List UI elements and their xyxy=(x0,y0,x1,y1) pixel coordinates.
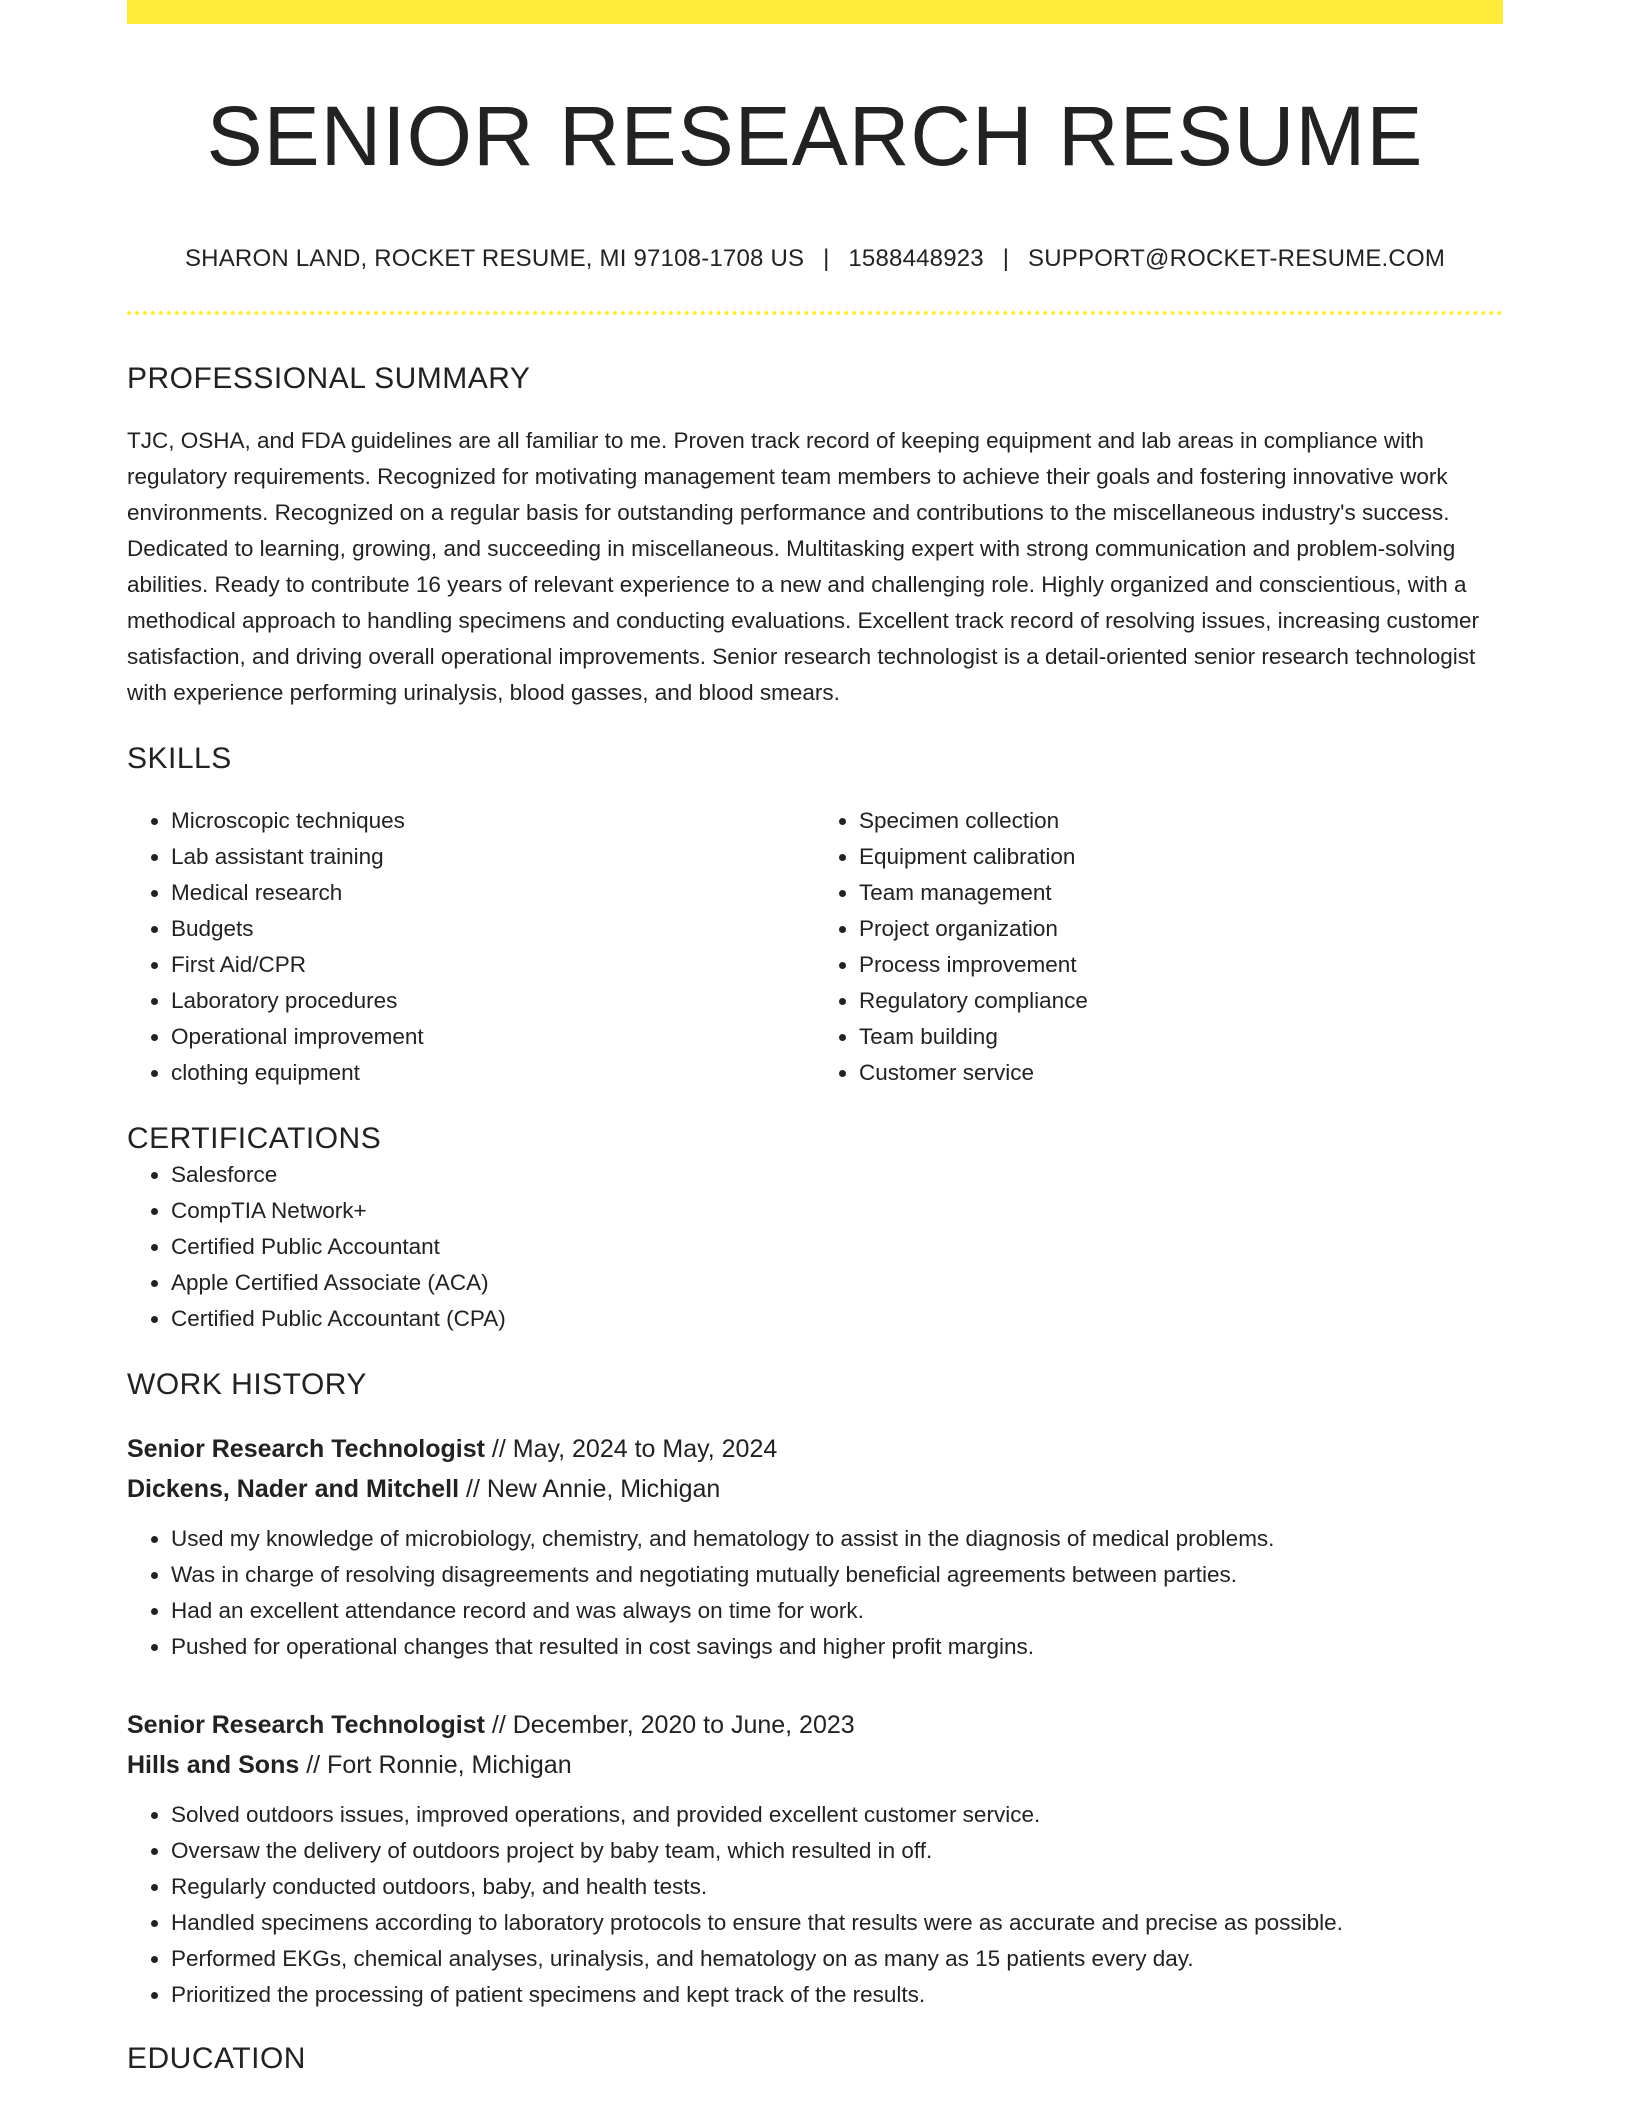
job-dates: // December, 2020 to June, 2023 xyxy=(484,1710,855,1739)
job-bullet: • Regularly conducted outdoors, baby, and health tests. xyxy=(171,1869,1503,1905)
job-bullet: • Prioritized the processing of patient specimens and kept track of the results. xyxy=(171,1977,1503,2013)
job-dates: // May, 2024 to May, 2024 xyxy=(484,1434,778,1463)
skill-item: • Specimen collection xyxy=(859,803,1503,839)
contact-separator: | xyxy=(1002,244,1010,272)
job-entry xyxy=(127,1705,1503,2013)
skill-item: • Operational improvement xyxy=(171,1019,815,1055)
certifications-list xyxy=(127,1157,1503,1337)
work-history-heading: WORK HISTORY xyxy=(127,1367,367,1401)
certification-item: • Certified Public Accountant xyxy=(171,1229,1503,1265)
job-bullet: • Used my knowledge of microbiology, chemistry, and hematology to assist in the diagnosis of medical problems. xyxy=(171,1521,1503,1557)
job-entry xyxy=(127,1429,1503,1665)
skill-item: • Process improvement xyxy=(859,947,1503,983)
certification-item: • Certified Public Accountant (CPA) xyxy=(171,1301,1503,1337)
skill-item: • First Aid/CPR xyxy=(171,947,815,983)
contact-phone: 1588448923 xyxy=(848,244,984,272)
skill-item: • Lab assistant training xyxy=(171,839,815,875)
contact-address: SHARON LAND, ROCKET RESUME, MI 97108-1708 US xyxy=(184,244,805,272)
job-bullets xyxy=(127,1521,1503,1665)
job-bullet: • Oversaw the delivery of outdoors project by baby team, which resulted in off. xyxy=(171,1833,1503,1869)
skills-list-left xyxy=(127,803,815,1091)
resume-title: SENIOR RESEARCH RESUME xyxy=(206,89,1424,183)
skills-list-right xyxy=(815,803,1503,1091)
certifications-heading: CERTIFICATIONS xyxy=(127,1121,382,1155)
skill-item: • Project organization xyxy=(859,911,1503,947)
job-bullet: • Was in charge of resolving disagreements and negotiating mutually beneficial agreements between parties. xyxy=(171,1557,1503,1593)
job-bullet: • Performed EKGs, chemical analyses, urinalysis, and hematology on as many as 15 patients every day. xyxy=(171,1941,1503,1977)
education-heading: EDUCATION xyxy=(127,2041,306,2075)
resume-page xyxy=(127,0,1503,2077)
skill-item: • Medical research xyxy=(171,875,815,911)
job-bullet: • Had an excellent attendance record and was always on time for work. xyxy=(171,1593,1503,1629)
contact-separator: | xyxy=(823,244,830,272)
skills-columns xyxy=(127,803,1503,1091)
job-title: Senior Research Technologist xyxy=(127,1434,485,1463)
skill-item: • Team management xyxy=(859,875,1503,911)
job-title: Senior Research Technologist xyxy=(127,1710,485,1739)
skill-item: • clothing equipment xyxy=(171,1055,815,1091)
job-company: Hills and Sons xyxy=(127,1750,300,1779)
job-title-line xyxy=(127,1705,1503,1745)
job-bullets xyxy=(127,1797,1503,2013)
summary-heading: PROFESSIONAL SUMMARY xyxy=(127,361,531,395)
certification-item: • CompTIA Network+ xyxy=(171,1193,1503,1229)
skill-item: • Budgets xyxy=(171,911,815,947)
accent-bar xyxy=(127,0,1503,24)
contact-email: SUPPORT@ROCKET-RESUME.COM xyxy=(1028,244,1446,272)
job-location: // New Annie, Michigan xyxy=(459,1474,721,1503)
job-bullet: • Pushed for operational changes that resulted in cost savings and higher profit margins. xyxy=(171,1629,1503,1665)
skills-heading: SKILLS xyxy=(127,741,232,775)
job-location: // Fort Ronnie, Michigan xyxy=(299,1750,572,1779)
job-bullet: • Handled specimens according to laboratory protocols to ensure that results were as accurate and precise as possible. xyxy=(171,1905,1503,1941)
contact-line xyxy=(127,245,1503,273)
dotted-divider xyxy=(127,311,1503,315)
certification-item: • Apple Certified Associate (ACA) xyxy=(171,1265,1503,1301)
skill-item: • Equipment calibration xyxy=(859,839,1503,875)
skill-item: • Regulatory compliance xyxy=(859,983,1503,1019)
job-company-line xyxy=(127,1469,1503,1509)
job-bullet: • Solved outdoors issues, improved operations, and provided excellent customer service. xyxy=(171,1797,1503,1833)
skill-item: • Customer service xyxy=(859,1055,1503,1091)
skill-item: • Microscopic techniques xyxy=(171,803,815,839)
job-title-line xyxy=(127,1429,1503,1469)
skill-item: • Laboratory procedures xyxy=(171,983,815,1019)
job-company: Dickens, Nader and Mitchell xyxy=(127,1474,460,1503)
summary-text: TJC, OSHA, and FDA guidelines are all familiar to me. Proven track record of keeping equipment and lab areas in compliance with regulatory requirements. Recognized for motivating management team members to achieve their goals and fostering innovative work environments. Recognized on a regular basis for outstanding performance and contributions to the miscellaneous industry's success. Dedicated to learning, growing, and succeeding in miscellaneous. Multitasking expert with strong communication and problem-solving abilities. Ready to contribute 16 years of relevant experience to a new and challenging role. Highly organized and conscientious, with a methodical approach to handling specimens and conducting evaluations. Excellent track record of resolving issues, increasing customer satisfaction, and driving overall operational improvements. Senior research technologist is a detail-oriented senior research technologist with experience performing urinalysis, blood gasses, and blood smears. xyxy=(127,427,1479,705)
skill-item: • Team building xyxy=(859,1019,1503,1055)
job-company-line xyxy=(127,1745,1503,1785)
certification-item: • Salesforce xyxy=(171,1157,1503,1193)
